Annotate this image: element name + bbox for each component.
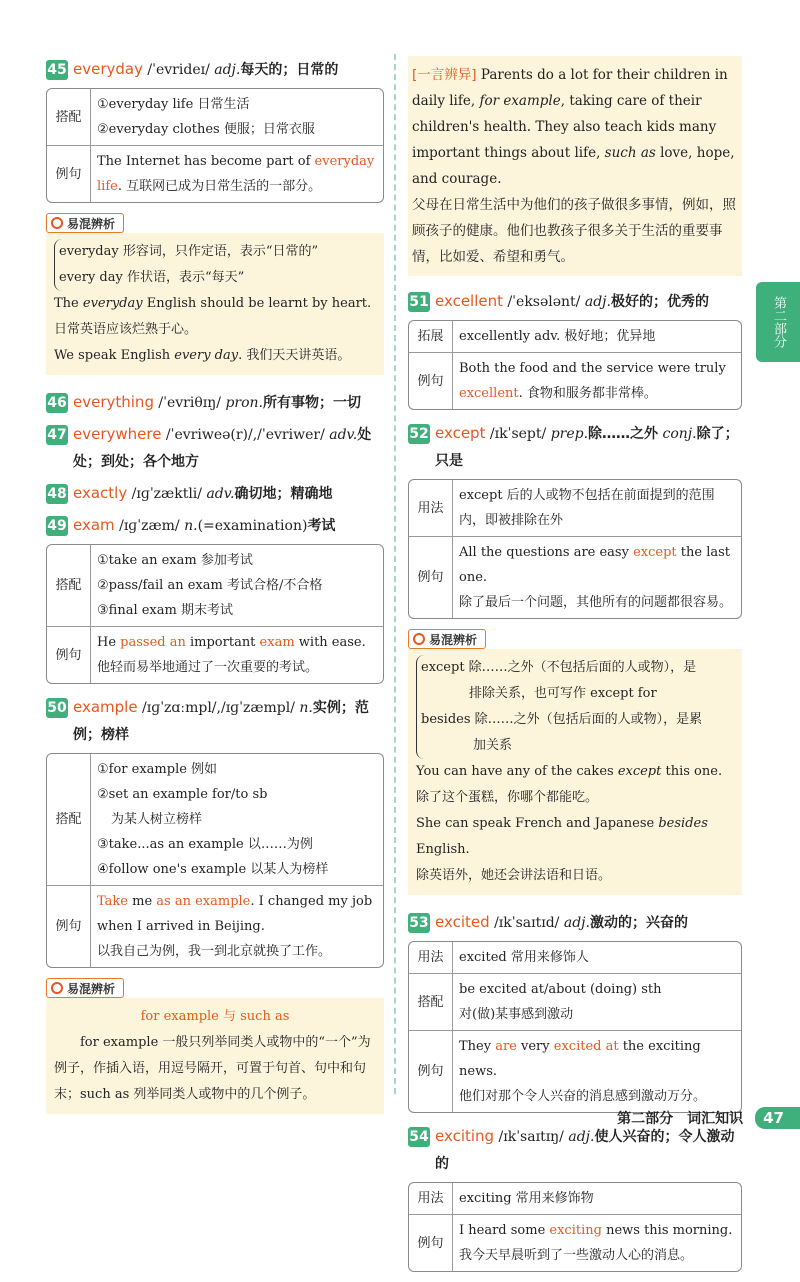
- collocation: 为某人树立榜样: [111, 812, 203, 827]
- part-of-speech: adj.: [568, 1129, 595, 1145]
- note-translation: 日常英语应该烂熟于心。: [54, 322, 198, 337]
- note-line: 加关系: [473, 738, 513, 753]
- entry-number: 54: [409, 1129, 429, 1145]
- phonetic: /ɪkˈsaɪtɪd/: [494, 915, 560, 931]
- note-example: She can speak French and Japanese besides English.: [416, 816, 708, 857]
- row-label: 例句: [47, 626, 91, 683]
- part-of-speech: adj.: [214, 62, 241, 78]
- example-sentence: Take me as an example. I changed my job when I arrived in Beijing.: [97, 894, 373, 934]
- left-column: [46, 56, 384, 1128]
- entry-except: [408, 420, 742, 475]
- row-label: 搭配: [409, 973, 453, 1030]
- meaning: 除了；只是: [435, 426, 739, 469]
- note-text: for example 一般只列举同类人或物中的“一个”为例子，作插入语，用逗号隔开，可置于句首、句中和句末；such as 列举同类人或物中的几个例子。: [54, 1035, 371, 1102]
- part-of-speech: n.: [299, 700, 313, 716]
- row-label: 例句: [409, 1030, 453, 1112]
- confusion-note: [408, 649, 742, 895]
- collocation: ②pass/fail an exam 考试合格/不合格: [97, 578, 323, 593]
- row-label: 用法: [409, 480, 453, 536]
- confusion-tag: 易混辨析: [46, 213, 124, 233]
- collocation: ③take...as an example 以……为例: [97, 837, 313, 852]
- page-number: 47: [755, 1107, 800, 1129]
- phonetic: /ˈevrideɪ/: [147, 62, 210, 78]
- row-label: 搭配: [47, 89, 91, 145]
- row-label: 搭配: [47, 545, 91, 626]
- brace-group: [54, 239, 376, 291]
- meaning: 处处；到处；各个地方: [73, 427, 372, 470]
- collocation: ①take an exam 参加考试: [97, 553, 253, 568]
- headword: exam: [73, 516, 115, 534]
- meaning: 除……之外: [588, 426, 659, 442]
- part-of-speech: n.: [184, 518, 198, 534]
- example-translation: 以我自己为例，我一到北京就换了工作。: [97, 944, 332, 959]
- right-column: [408, 56, 742, 1282]
- magnifier-icon: [51, 982, 63, 994]
- headword: everything: [73, 393, 154, 411]
- note-example: The everyday English should be learnt by heart.: [54, 296, 372, 311]
- note-translation: 除英语外，她还会讲法语和日语。: [416, 868, 612, 883]
- extension: excellently adv. 极好地；优异地: [459, 329, 656, 344]
- entry-excellent: [408, 288, 742, 316]
- headword: exciting: [435, 1127, 495, 1145]
- note-example: We speak English every day. 我们天天讲英语。: [54, 348, 351, 363]
- part-of-speech: pron.: [225, 395, 264, 411]
- page-footer: [617, 1107, 800, 1129]
- example-sentence: All the questions are easy except the last one.: [459, 545, 730, 585]
- usage-text: exciting 常用来修饰物: [459, 1191, 594, 1206]
- note-line: every day 作状语，表示“每天”: [59, 270, 245, 285]
- yiyan-translation: 父母在日常生活中为他们的孩子做很多事情，例如，照顾孩子的健康。他们也教孩子很多关于生活的重要事情，比如爱、希望和勇气。: [412, 197, 736, 265]
- entry-example: [46, 694, 384, 749]
- usage-table: [408, 479, 742, 619]
- phonetic: /ɪɡˈzæktli/: [131, 486, 202, 502]
- usage-text: except 后的人或物不包括在前面提到的范围内，即被排除在外: [459, 488, 715, 528]
- row-label: 例句: [47, 145, 91, 202]
- yiyan-label: [一言辨异]: [412, 67, 477, 83]
- part-of-speech: conj.: [662, 426, 697, 442]
- footer-section: 第二部分 词汇知识: [617, 1111, 744, 1127]
- example-sentence: They are very excited at the exciting news.: [459, 1039, 701, 1079]
- entry-number: 45: [47, 62, 67, 78]
- collocation: ①for example 例如: [97, 762, 218, 777]
- collocation: be excited at/about (doing) sth: [459, 982, 662, 997]
- brace-group: [416, 655, 734, 759]
- usage-table: [408, 320, 742, 410]
- full-form: (=examination): [197, 518, 308, 534]
- entry-exactly: [46, 480, 384, 508]
- example-sentence: I heard some exciting news this morning.: [459, 1223, 733, 1238]
- note-line: everyday 形容词，只作定语，表示“日常的”: [59, 244, 319, 259]
- headword: example: [73, 698, 138, 716]
- row-label: 拓展: [409, 321, 453, 352]
- meaning: 极好的；优秀的: [610, 294, 709, 310]
- part-of-speech: adv.: [206, 486, 235, 502]
- usage-table: [46, 544, 384, 684]
- row-label: 例句: [409, 1214, 453, 1271]
- headword: exactly: [73, 484, 128, 502]
- entry-everything: [46, 389, 384, 417]
- phonetic: /ˈeksələnt/: [507, 294, 581, 310]
- part-of-speech: adj.: [563, 915, 590, 931]
- entry-number: 53: [409, 915, 429, 931]
- meaning: 考试: [307, 518, 336, 534]
- row-label: 例句: [409, 536, 453, 618]
- collocation: ④follow one's example 以某人为榜样: [97, 862, 329, 877]
- headword: except: [435, 424, 486, 442]
- entry-number: 47: [47, 427, 67, 443]
- row-label: 例句: [409, 352, 453, 409]
- meaning: 使人兴奋的；令人激动的: [435, 1129, 735, 1172]
- confusion-tag: 易混辨析: [46, 978, 124, 998]
- meaning: 每天的；日常的: [240, 62, 339, 78]
- yiyan-box: [一言辨异] Parents do a lot for their children in daily life, for example, taking care of their children's health. They also teach kids many important things about life, such as love, hope, and courage. 父母在日常生活中为他们的孩子做很多事情，例如，照顾孩子的健康。他们也教孩子很多关于生活的重要事情，比如爱、希望和勇气。: [408, 56, 742, 276]
- example-sentence: Both the food and the service were truly excellent. 食物和服务都非常棒。: [453, 352, 741, 409]
- confusion-note: [46, 233, 384, 375]
- usage-table: [408, 941, 742, 1113]
- entry-number: 51: [409, 294, 429, 310]
- usage-table: [46, 753, 384, 968]
- phonetic: /ˈevriweə(r)/,/ˈevriwer/: [165, 427, 325, 443]
- note-example: You can have any of the cakes except this one.: [416, 764, 723, 779]
- note-title: for example 与 such as: [140, 1009, 290, 1024]
- confusion-note: [46, 998, 384, 1114]
- usage-table: [46, 88, 384, 203]
- example-sentence: The Internet has become part of everyday life. 互联网已成为日常生活的一部分。: [91, 145, 383, 202]
- column-divider: [394, 54, 396, 1094]
- example-translation: 除了最后一个问题，其他所有的问题都很容易。: [459, 595, 733, 610]
- example-translation: 他轻而易举地通过了一次重要的考试。: [97, 660, 319, 675]
- part-of-speech: prep.: [550, 426, 589, 442]
- phonetic: /ɪɡˈzæm/: [119, 518, 180, 534]
- meaning: 所有事物；一切: [263, 395, 362, 411]
- entry-everywhere: [46, 421, 384, 476]
- usage-table: [408, 1182, 742, 1272]
- meaning: 实例；范例；榜样: [73, 700, 369, 743]
- entry-excited: [408, 909, 742, 937]
- entry-number: 50: [47, 700, 67, 716]
- meaning: 激动的；兴奋的: [589, 915, 688, 931]
- phonetic: /ɪkˈsept/: [489, 426, 547, 442]
- section-side-tab[interactable]: 第二部分: [756, 282, 800, 362]
- example-sentence: He passed an important exam with ease.: [97, 635, 366, 650]
- entry-number: 46: [47, 395, 67, 411]
- headword: excellent: [435, 292, 504, 310]
- note-line: 排除关系，也可写作 except for: [469, 686, 657, 701]
- note-line: except 除……之外（不包括后面的人或物），是: [421, 660, 697, 675]
- example-translation: 我今天早晨听到了一些激动人心的消息。: [459, 1248, 694, 1263]
- meaning: 确切地；精确地: [234, 486, 333, 502]
- part-of-speech: adv.: [329, 427, 358, 443]
- phonetic: /ɪkˈsaɪtɪŋ/: [498, 1129, 564, 1145]
- row-label: 例句: [47, 885, 91, 967]
- headword: excited: [435, 913, 490, 931]
- part-of-speech: adj.: [584, 294, 611, 310]
- collocation: 对(做)某事感到激动: [459, 1007, 574, 1022]
- confusion-tag: 易混辨析: [408, 629, 486, 649]
- example-translation: 他们对那个令人兴奋的消息感到激动万分。: [459, 1089, 707, 1104]
- row-label: 用法: [409, 1183, 453, 1214]
- collocation: ②set an example for/to sb: [97, 787, 268, 802]
- entry-number: 52: [409, 426, 429, 442]
- note-translation: 除了这个蛋糕，你哪个都能吃。: [416, 790, 599, 805]
- phonetic: /ˈevriθɪŋ/: [158, 395, 221, 411]
- headword: everywhere: [73, 425, 162, 443]
- entry-exam: [46, 512, 384, 540]
- entry-everyday: [46, 56, 384, 84]
- row-label: 用法: [409, 942, 453, 973]
- headword: everyday: [73, 60, 143, 78]
- magnifier-icon: [413, 633, 425, 645]
- collocation: ③final exam 期末考试: [97, 603, 233, 618]
- collocation: ②everyday clothes 便服；日常衣服: [97, 122, 315, 137]
- magnifier-icon: [51, 217, 63, 229]
- note-line: besides 除……之外（包括后面的人或物），是累: [421, 712, 703, 727]
- collocation: ①everyday life 日常生活: [97, 97, 250, 112]
- entry-number: 49: [47, 518, 67, 534]
- usage-text: excited 常用来修饰人: [459, 950, 589, 965]
- entry-number: 48: [47, 486, 67, 502]
- phonetic: /ɪɡˈzɑːmpl/,/ɪɡˈzæmpl/: [142, 700, 295, 716]
- row-label: 搭配: [47, 754, 91, 885]
